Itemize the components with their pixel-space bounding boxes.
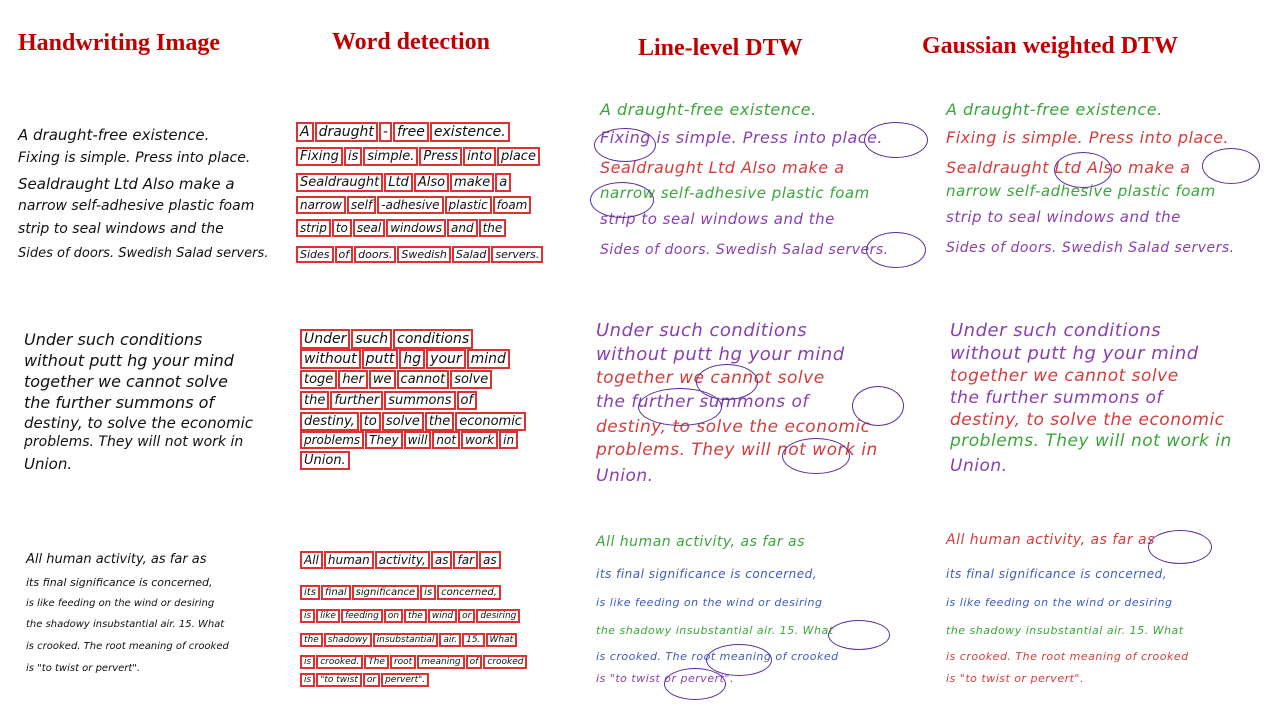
word-box: - [382, 124, 388, 140]
text-line: its final significance is concerned, [946, 567, 1168, 581]
word-box: Ltd [388, 175, 409, 190]
word-box: doors. [358, 248, 393, 261]
text-line: is like feeding on the wind or desiring [26, 598, 215, 609]
word-box: windows [390, 221, 442, 235]
word-box: her [342, 372, 364, 387]
word-box: the [428, 414, 451, 429]
boxed-line [302, 393, 480, 408]
word-box: 15. [466, 635, 481, 645]
error-ellipse [1054, 152, 1112, 188]
text-line: Sides of doors. Swedish Salad servers. [600, 242, 889, 258]
word-box: existence. [433, 124, 506, 140]
word-box: toge [304, 372, 334, 387]
error-ellipse [1148, 530, 1212, 564]
word-box: conditions [397, 331, 470, 347]
text-line: the further summons of [24, 393, 215, 412]
word-box: Fixing [300, 149, 339, 164]
word-box: the [304, 635, 319, 645]
boxed-line [302, 611, 523, 621]
word-box: Union. [304, 453, 346, 468]
word-box: will [407, 433, 428, 447]
word-box: meaning [421, 657, 461, 667]
word-box: shadowy [327, 635, 368, 645]
word-box: activity, [378, 553, 426, 567]
text-line: is "to twist or pervert". [946, 672, 1084, 685]
word-box: or [366, 675, 377, 685]
word-box: in [503, 433, 515, 447]
word-box: feeding [344, 611, 379, 621]
word-box: work [465, 433, 495, 447]
text-line: Fixing is simple. Press into place. [18, 150, 251, 166]
text-line: without putt hg your mind [950, 343, 1199, 364]
text-line: together we cannot solve [24, 372, 228, 391]
word-box: of [460, 393, 474, 408]
word-box: "to twist [320, 675, 358, 685]
text-line: problems. They will not work in [24, 434, 244, 450]
word-box: seal [356, 221, 382, 235]
gaussian-dtw-panel-3 [946, 530, 1264, 690]
word-box: Sealdraught [300, 175, 380, 190]
text-line: narrow self-adhesive plastic foam [600, 184, 870, 202]
word-box: is [304, 657, 312, 667]
error-ellipse [638, 388, 722, 426]
handwriting-panel-1 [18, 124, 298, 274]
word-box: significance [355, 587, 416, 598]
boxed-line [302, 587, 504, 598]
word-box: All [304, 553, 319, 567]
text-line: is like feeding on the wind or desiring [946, 596, 1173, 609]
word-box: is [424, 587, 433, 598]
text-line: is crooked. The root meaning of crooked [596, 650, 839, 663]
text-line: Sealdraught Ltd Also make a [946, 158, 1191, 177]
word-box: as [483, 553, 497, 567]
boxed-line [302, 635, 520, 645]
word-box: or [462, 611, 472, 621]
word-box: economic [459, 414, 522, 429]
text-line: All human activity, as far as [946, 532, 1155, 548]
word-box: solve [454, 372, 489, 387]
word-box: They [369, 433, 399, 447]
word-box: destiny, [304, 414, 355, 429]
text-line: Fixing is simple. Press into place. [600, 128, 883, 147]
text-line: Union. [24, 455, 73, 473]
handwriting-panel-2 [24, 330, 304, 480]
text-line: its final significance is concerned, [26, 576, 213, 589]
word-box: Swedish [401, 248, 447, 261]
word-box: air. [443, 635, 458, 645]
word-box: is [347, 149, 359, 164]
word-box: the [408, 611, 423, 621]
text-line: destiny, to solve the economic [950, 410, 1225, 430]
text-line: All human activity, as far as [596, 534, 805, 550]
boxed-line [298, 221, 509, 235]
text-line: without putt hg your mind [24, 351, 234, 370]
word-box: Press [423, 149, 459, 164]
word-box: self [350, 198, 373, 212]
word-box: putt [365, 351, 395, 367]
word-detection-panel-2 [302, 331, 584, 471]
text-line: together we cannot solve [950, 366, 1179, 386]
text-line: strip to seal windows and the [18, 221, 224, 237]
boxed-line [298, 175, 514, 190]
text-line: the shadowy insubstantial air. 15. What [946, 624, 1184, 637]
text-line: narrow self-adhesive plastic foam [18, 198, 255, 214]
boxed-line [298, 248, 546, 261]
text-line: destiny, to solve the economic [596, 417, 871, 437]
boxed-line [302, 553, 504, 567]
header-handwriting-image: Handwriting Image [18, 30, 221, 56]
line-dtw-panel-2 [596, 320, 932, 490]
word-box: desiring [480, 611, 517, 621]
word-box: into [467, 149, 492, 164]
error-ellipse [866, 232, 926, 268]
word-box: its [304, 587, 316, 598]
word-box: root [393, 657, 413, 667]
error-ellipse [782, 438, 850, 474]
error-ellipse [828, 620, 890, 650]
text-line: A draught-free existence. [18, 126, 210, 144]
text-line: A draught-free existence. [600, 100, 817, 119]
text-line: is "to twist or pervert". [26, 663, 141, 674]
word-box: not [436, 433, 457, 447]
word-box: the [482, 221, 503, 235]
word-box: final [324, 587, 347, 598]
text-line: destiny, to solve the economic [24, 414, 253, 432]
word-detection-panel-1 [298, 122, 588, 272]
word-box: narrow [300, 198, 342, 212]
word-box: draught [318, 124, 374, 140]
boxed-line [302, 372, 495, 387]
word-box: The [368, 657, 385, 667]
word-box: plastic [448, 198, 488, 212]
text-line: Union. [596, 466, 654, 486]
word-box: human [327, 553, 370, 567]
word-box: What [489, 635, 514, 645]
text-line: Fixing is simple. Press into place. [946, 128, 1229, 147]
text-line: the shadowy insubstantial air. 15. What [26, 619, 225, 630]
word-box: Sides [300, 248, 330, 261]
text-line: Under such conditions [596, 320, 808, 341]
text-line: Union. [950, 456, 1008, 476]
word-box: solve [385, 414, 420, 429]
word-box: mind [470, 351, 506, 367]
word-box: the [304, 393, 326, 408]
word-box: simple. [367, 149, 415, 164]
boxed-line [298, 198, 534, 212]
word-box: free [396, 124, 425, 140]
text-line: A draught-free existence. [946, 100, 1163, 119]
text-line: Sealdraught Ltd Also make a [600, 158, 845, 177]
word-box: hg [403, 351, 422, 367]
word-box: such [355, 331, 389, 347]
word-box: pervert". [385, 675, 426, 685]
text-line: its final significance is concerned, [596, 567, 818, 581]
error-ellipse [664, 668, 726, 700]
boxed-line [302, 453, 353, 468]
word-box: -adhesive [381, 198, 440, 212]
word-box: your [430, 351, 462, 367]
word-box: as [434, 553, 449, 567]
word-box: servers. [495, 248, 540, 261]
error-ellipse [864, 122, 928, 158]
text-line: All human activity, as far as [26, 552, 207, 567]
word-box: wind [431, 611, 454, 621]
word-box: strip [300, 221, 327, 235]
text-line: Under such conditions [24, 330, 203, 349]
word-box: crooked [487, 657, 524, 667]
word-box: is [304, 675, 312, 685]
text-line: Sides of doors. Swedish Salad servers. [18, 246, 269, 261]
text-line: the further summons of [950, 388, 1163, 408]
text-line: problems. They will not work in [950, 431, 1232, 451]
error-ellipse [852, 386, 904, 426]
word-box: foam [496, 198, 528, 212]
boxed-line [298, 149, 543, 164]
boxed-line [302, 657, 530, 667]
word-box: problems [304, 433, 361, 447]
word-box: to [335, 221, 348, 235]
word-box: of [338, 248, 350, 261]
word-box: A [300, 124, 310, 140]
text-line: the shadowy insubstantial air. 15. What [596, 624, 834, 637]
error-ellipse [1202, 148, 1260, 184]
line-dtw-panel-1 [600, 100, 930, 270]
header-line-level-dtw: Line-level DTW [638, 35, 803, 61]
gaussian-dtw-panel-1 [946, 100, 1262, 270]
word-box: we [372, 372, 392, 387]
word-box: Under [304, 331, 347, 347]
word-detection-panel-3 [302, 553, 582, 688]
word-box: is [304, 611, 312, 621]
word-box: further [334, 393, 380, 408]
handwriting-panel-3 [26, 552, 296, 682]
word-box: and [451, 221, 474, 235]
word-box: Salad [455, 248, 487, 261]
text-line: without putt hg your mind [596, 344, 845, 365]
word-box: summons [388, 393, 452, 408]
text-line: narrow self-adhesive plastic foam [946, 182, 1216, 200]
text-line: is "to twist or pervert". [596, 672, 734, 685]
error-ellipse [590, 182, 654, 218]
header-word-detection: Word detection [332, 29, 490, 55]
boxed-line [302, 414, 529, 429]
word-box: like [320, 611, 336, 621]
boxed-line [302, 433, 521, 447]
text-line: is crooked. The root meaning of crooked [946, 650, 1189, 663]
boxed-line [302, 331, 476, 347]
word-box: concerned, [441, 587, 497, 598]
text-line: strip to seal windows and the [946, 208, 1181, 226]
text-line: together we cannot solve [596, 368, 825, 388]
gaussian-dtw-panel-2 [950, 320, 1260, 490]
word-box: cannot [400, 372, 446, 387]
text-line: problems. They will not work in [596, 440, 878, 460]
word-box: far [457, 553, 474, 567]
word-box: place [500, 149, 536, 164]
word-box: on [387, 611, 400, 621]
word-box: without [304, 351, 357, 367]
text-line: strip to seal windows and the [600, 210, 835, 228]
line-dtw-panel-3 [596, 534, 932, 694]
boxed-line [298, 124, 513, 140]
boxed-line [302, 351, 513, 367]
text-line: Sides of doors. Swedish Salad servers. [946, 240, 1235, 256]
text-line: Under such conditions [950, 320, 1162, 341]
error-ellipse [594, 128, 656, 162]
word-box: crooked. [320, 657, 360, 667]
word-box: Also [417, 175, 446, 190]
text-line: is crooked. The root meaning of crooked [26, 641, 229, 652]
word-box: a [499, 175, 508, 190]
word-box: to [363, 414, 377, 429]
text-line: is like feeding on the wind or desiring [596, 596, 823, 609]
text-line: Sealdraught Ltd Also make a [18, 175, 235, 193]
text-line: the further summons of [596, 392, 809, 412]
word-box: make [454, 175, 491, 190]
header-gaussian-weighted-dtw: Gaussian weighted DTW [922, 33, 1179, 59]
word-box: of [469, 657, 479, 667]
boxed-line [302, 675, 432, 685]
word-box: insubstantial [376, 635, 435, 645]
